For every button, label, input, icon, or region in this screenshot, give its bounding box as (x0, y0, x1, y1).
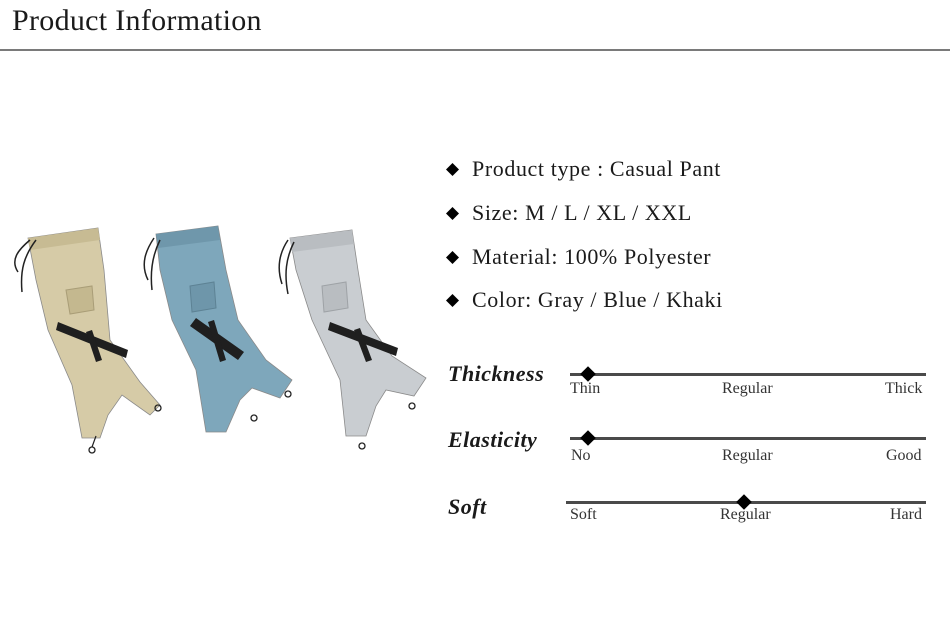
soft-tick-max: Hard (890, 506, 922, 523)
spec-item-color (446, 287, 723, 313)
elasticity-tick-mid: Regular (722, 447, 773, 464)
soft-label: Soft (448, 494, 487, 519)
spec-item-product-type (446, 156, 721, 182)
thickness-tick-mid: Regular (722, 380, 773, 397)
diamond-bullet-icon (446, 207, 459, 220)
gray-pants (279, 230, 426, 449)
diamond-bullet-icon (446, 251, 459, 264)
spec-text: Material: 100% Polyester (472, 244, 712, 269)
thickness-track (570, 373, 926, 376)
header-divider (0, 49, 950, 51)
thickness-tick-max: Thick (885, 380, 923, 397)
header-title: Product Information (12, 4, 262, 37)
elasticity-label: Elasticity (448, 427, 538, 452)
spec-text: Product type : Casual Pant (472, 156, 722, 181)
blue-pants (144, 226, 292, 432)
diamond-bullet-icon (446, 294, 459, 307)
spec-item-material (446, 244, 711, 270)
elasticity-tick-min: No (571, 447, 591, 464)
thickness-tick-min: Thin (570, 380, 601, 397)
soft-tick-min: Soft (570, 506, 597, 523)
product-image (0, 210, 440, 470)
elasticity-tick-max: Good (886, 447, 922, 464)
elasticity-track (570, 437, 926, 440)
soft-tick-mid: Regular (720, 506, 771, 523)
elasticity-marker (580, 430, 596, 446)
spec-text: Color: Gray / Blue / Khaki (472, 287, 723, 312)
khaki-pants (15, 228, 161, 453)
spec-text: Size: M / L / XL / XXL (472, 200, 692, 225)
spec-item-size (446, 200, 692, 226)
diamond-bullet-icon (446, 163, 459, 176)
thickness-label: Thickness (448, 361, 545, 386)
